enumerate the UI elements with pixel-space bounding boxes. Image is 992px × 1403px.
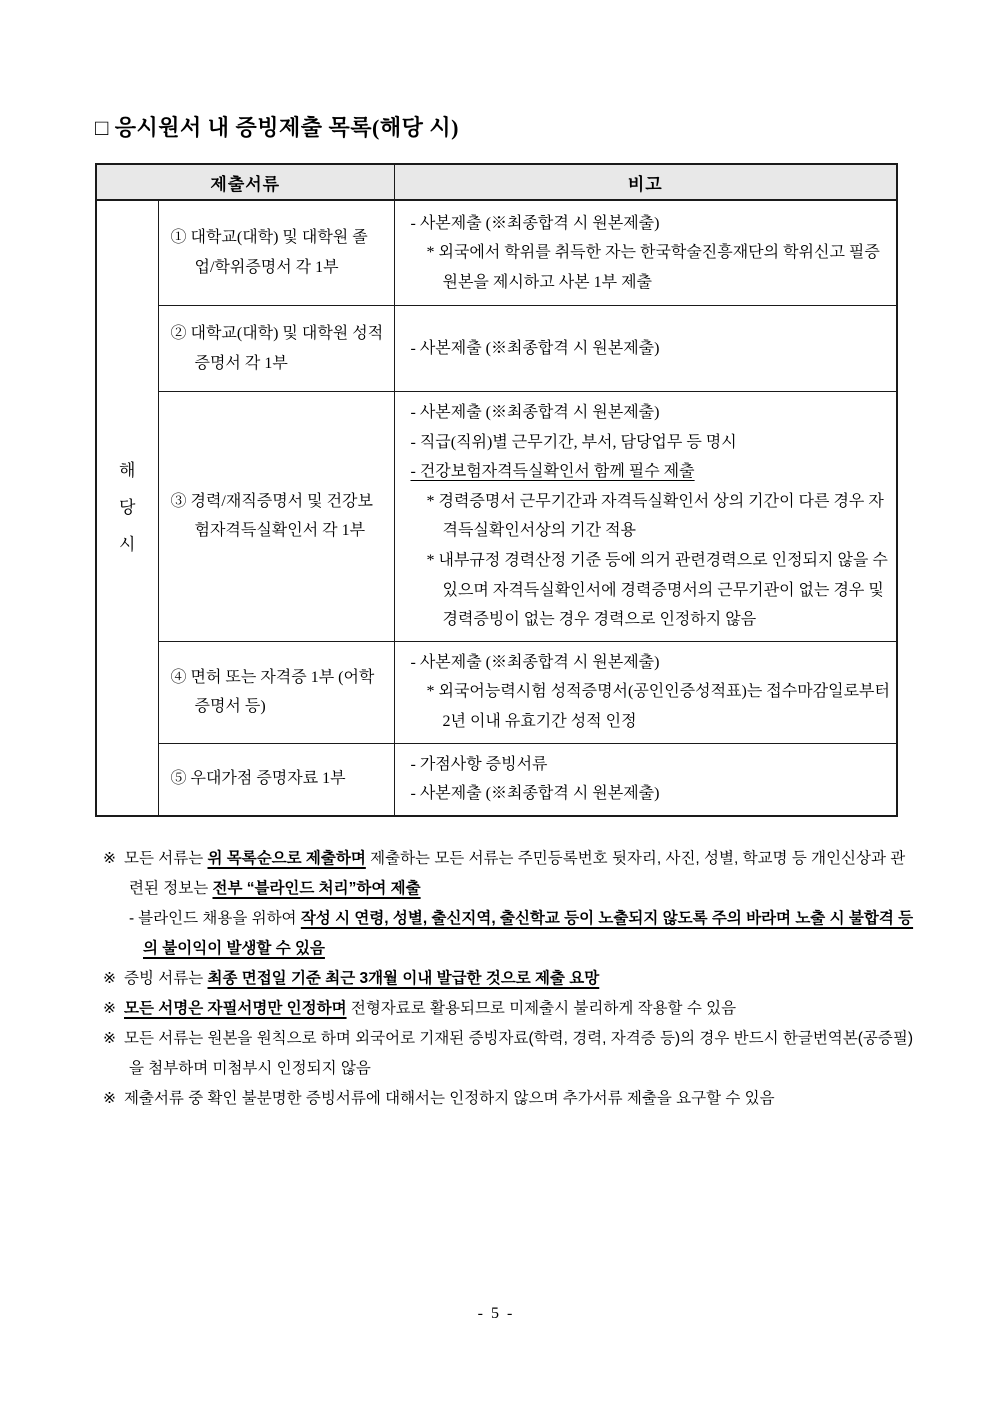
note-line: - 가점사항 증빙서류 (410, 755, 548, 773)
footnote-bullet: ※ (103, 999, 116, 1017)
footnote-item (103, 1024, 915, 1084)
footnote-text-segment: 증빙 서류는 (124, 969, 208, 987)
document-item-cell (158, 743, 394, 816)
footnote-text-segment: 모든 서명은 자필서명만 인정하며 (124, 999, 347, 1017)
note-cell (394, 641, 897, 743)
document-item-label: ⑤ 우대가점 증명자료 1부 (170, 770, 346, 788)
page-title: □ 응시원서 내 증빙제출 목록(해당 시) (95, 115, 459, 140)
footnote-bullet: ※ (103, 1089, 116, 1107)
footnote-item (103, 1084, 915, 1114)
document-item-label: ② 대학교(대학) 및 대학원 성적증명서 각 1부 (170, 324, 384, 372)
side-label-vertical-text: 해 당 시 (119, 461, 136, 555)
note-line: - 사본제출 (※최종합격 시 원본제출) (410, 653, 660, 671)
footnote-text-segment: 작성 시 연령, 성별, 출신지역, 출신학교 등이 노출되지 않도록 주의 바라며 노출 시 불합격 등의 불이익이 발생할 수 있음 (143, 909, 914, 957)
note-line: - 사본제출 (※최종합격 시 원본제출) (410, 785, 660, 803)
footnote-item (103, 844, 915, 904)
table-row (96, 306, 897, 392)
document-item-cell (158, 306, 394, 392)
page-content (95, 0, 914, 1114)
footnote-text-segment: 전형자료로 활용되므로 미제출시 불리하게 작용할 수 있음 (346, 999, 737, 1017)
note-line: * 경력증명서 근무기간과 자격득실확인서 상의 기간이 다른 경우 자격득실확인서상의 기간 적용 (426, 492, 884, 540)
table-row (96, 641, 897, 743)
footnote-text-segment: 제출하는 모든 서류는 주민등록번호 뒷자리, 사진, 성별, 학교명 등 개인신상과 관련된 정보는 (129, 849, 906, 897)
table-row (96, 200, 897, 306)
document-item-cell (158, 641, 394, 743)
note-line: - 사본제출 (※최종합격 시 원본제출) (410, 339, 660, 357)
table-row (96, 392, 897, 642)
note-cell (394, 200, 897, 306)
footnote-text-segment: 최종 면접일 기준 최근 3개월 이내 발급한 것으로 제출 요망 (207, 969, 600, 987)
note-line: - 직급(직위)별 근무기간, 부서, 담당업무 등 명시 (410, 433, 737, 451)
note-line: - 건강보험자격득실확인서 함께 필수 제출 (410, 463, 695, 481)
footnote-item (103, 994, 915, 1024)
footnote-text-segment: 제출서류 중 확인 불분명한 증빙서류에 대해서는 인정하지 않으며 추가서류 제출을 요구할 수 있음 (124, 1089, 775, 1107)
note-line: * 내부규정 경력산정 기준 등에 의거 관련경력으로 인정되지 않을 수 있으며 자격득실확인서에 경력증명서의 근무기관이 없는 경우 및 경력증빙이 없는 경우 경력으로 인정하지 않음 (426, 551, 888, 629)
document-item-label: ③ 경력/재직증명서 및 건강보험자격득실확인서 각 1부 (170, 492, 373, 540)
submission-documents-table (95, 163, 898, 817)
footnotes-section (103, 844, 915, 1114)
footnote-bullet: ※ (103, 849, 116, 867)
footnote-text-segment: 전부 “블라인드 처리”하여 제출 (212, 879, 421, 897)
document-item-cell (158, 200, 394, 306)
footnote-bullet: ※ (103, 969, 116, 987)
column-header-documents: 제출서류 (96, 164, 394, 200)
column-header-note: 비고 (394, 164, 897, 200)
note-line: - 사본제출 (※최종합격 시 원본제출) (410, 214, 660, 232)
note-cell (394, 306, 897, 392)
page-number: - 5 - (477, 1305, 515, 1322)
document-item-cell (158, 392, 394, 642)
footnote-text-segment: 블라인드 채용을 위하여 (138, 909, 301, 927)
note-line: - 사본제출 (※최종합격 시 원본제출) (410, 404, 660, 421)
document-item-label: ① 대학교(대학) 및 대학원 졸업/학위증명서 각 1부 (170, 229, 368, 276)
note-line: * 외국어능력시험 성적증명서(공인인증성적표)는 접수마감일로부터 2년 이내 유효기간 성적 인정 (426, 683, 890, 730)
footnote-text-segment: 위 목록순으로 제출하며 (207, 849, 366, 867)
footnote-bullet: ※ (103, 1029, 116, 1047)
footnote-item (103, 964, 915, 994)
table-row (96, 743, 897, 816)
side-label-cell (96, 200, 158, 816)
footnote-bullet: - (129, 909, 135, 927)
footnote-text-segment: 모든 서류는 원본을 원칙으로 하며 외국어로 기재된 증빙자료(학력, 경력, 자격증 등)의 경우 반드시 한글번역본(공증필)을 첨부하며 미첨부시 인정되지 않음 (124, 1029, 913, 1077)
note-cell (394, 392, 897, 642)
note-cell (394, 743, 897, 816)
note-line: * 외국에서 학위를 취득한 자는 한국학술진흥재단의 학위신고 필증 원본을 제시하고 사본 1부 제출 (426, 244, 880, 291)
footnote-subitem (129, 904, 915, 964)
footnote-text-segment: 모든 서류는 (124, 849, 208, 867)
document-item-label: ④ 면허 또는 자격증 1부 (어학증명서 등) (170, 668, 375, 716)
table-header-row (96, 164, 897, 200)
